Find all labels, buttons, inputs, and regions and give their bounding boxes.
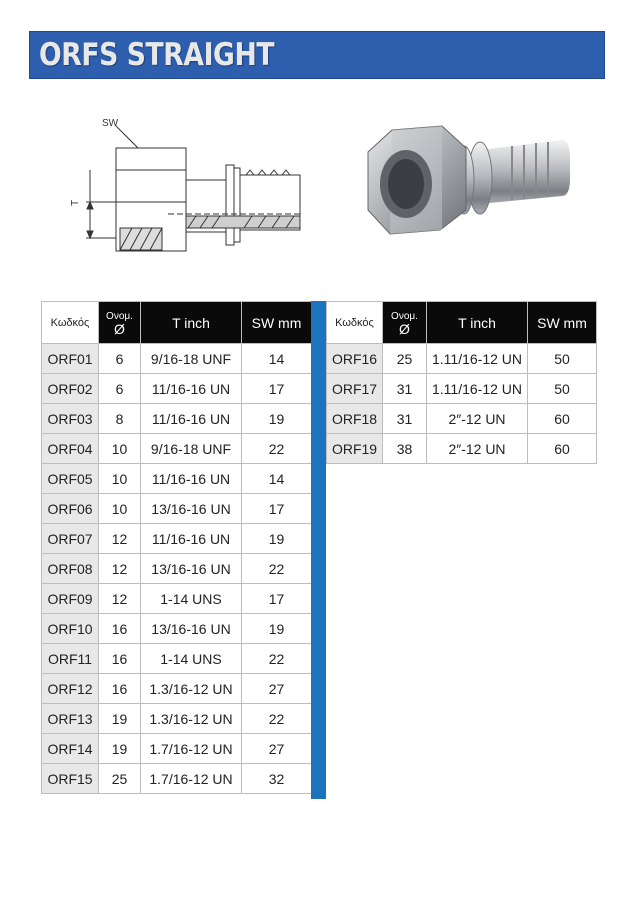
table-row (42, 404, 327, 434)
table-row (42, 344, 327, 374)
cell-sw-mm: 60 (528, 404, 597, 434)
cell-code: ORF01 (42, 344, 99, 374)
col-header-code: Κωδκός (327, 302, 383, 344)
cell-sw-mm: 19 (242, 524, 312, 554)
table-row (42, 494, 327, 524)
cell-nominal: 10 (99, 494, 141, 524)
table-row (327, 374, 597, 404)
table-row (42, 734, 327, 764)
cell-sw-mm: 22 (242, 434, 312, 464)
cell-nominal: 6 (99, 344, 141, 374)
table-row (42, 524, 327, 554)
title-banner (29, 31, 605, 79)
cell-code: ORF11 (42, 644, 99, 674)
cell-sw-mm: 17 (242, 494, 312, 524)
sw-label: SW (102, 118, 119, 129)
cell-sw-mm: 50 (528, 374, 597, 404)
cell-nominal: 8 (99, 404, 141, 434)
cell-code: ORF14 (42, 734, 99, 764)
cell-t-inch: 1.3/16-12 UN (141, 674, 242, 704)
cell-nominal: 16 (99, 674, 141, 704)
cell-sw-mm: 17 (242, 584, 312, 614)
cell-sw-mm: 32 (242, 764, 312, 794)
cell-sw-mm: 27 (242, 734, 312, 764)
col-header-t-inch: T inch (141, 302, 242, 344)
cell-sw-mm: 50 (528, 344, 597, 374)
cell-t-inch: 13/16-16 UN (141, 614, 242, 644)
col-header-nominal (383, 302, 427, 344)
cell-t-inch: 11/16-16 UN (141, 404, 242, 434)
cell-sw-mm: 27 (242, 674, 312, 704)
cell-sw-mm: 19 (242, 614, 312, 644)
cell-t-inch: 13/16-16 UN (141, 494, 242, 524)
cell-code: ORF19 (327, 434, 383, 464)
table-row (42, 704, 327, 734)
diameter-symbol: Ø (399, 320, 410, 337)
cell-code: ORF10 (42, 614, 99, 644)
cell-code: ORF08 (42, 554, 99, 584)
table-row (42, 644, 327, 674)
cell-nominal: 12 (99, 584, 141, 614)
cell-code: ORF17 (327, 374, 383, 404)
cell-t-inch: 9/16-18 UNF (141, 434, 242, 464)
cell-nominal: 19 (99, 704, 141, 734)
col-header-t-inch: T inch (427, 302, 528, 344)
col-header-code: Κωδκός (42, 302, 99, 344)
table-row (42, 554, 327, 584)
cell-nominal: 31 (383, 404, 427, 434)
cell-code: ORF04 (42, 434, 99, 464)
cell-nominal: 12 (99, 524, 141, 554)
cell-t-inch: 2″-12 UN (427, 434, 528, 464)
col-header-nominal (99, 302, 141, 344)
cell-sw-mm: 22 (242, 554, 312, 584)
table-header-row (327, 302, 597, 344)
cell-nominal: 16 (99, 614, 141, 644)
cell-nominal: 10 (99, 434, 141, 464)
cell-t-inch: 1.7/16-12 UN (141, 764, 242, 794)
cell-nominal: 6 (99, 374, 141, 404)
cell-t-inch: 2″-12 UN (427, 404, 528, 434)
cell-nominal: 25 (383, 344, 427, 374)
table-row (42, 434, 327, 464)
table-row (327, 404, 597, 434)
cell-nominal: 31 (383, 374, 427, 404)
cell-sw-mm: 60 (528, 434, 597, 464)
cell-code: ORF15 (42, 764, 99, 794)
table-row (42, 464, 327, 494)
cell-nominal: 12 (99, 554, 141, 584)
cell-code: ORF18 (327, 404, 383, 434)
cell-code: ORF09 (42, 584, 99, 614)
cell-nominal: 16 (99, 644, 141, 674)
cell-code: ORF02 (42, 374, 99, 404)
cell-t-inch: 13/16-16 UN (141, 554, 242, 584)
table-row (42, 374, 327, 404)
cell-t-inch: 11/16-16 UN (141, 374, 242, 404)
cell-t-inch: 1-14 UNS (141, 584, 242, 614)
cell-t-inch: 1.3/16-12 UN (141, 704, 242, 734)
table-row (327, 434, 597, 464)
diameter-symbol: Ø (114, 320, 125, 337)
nominal-label: Ονομ. (391, 310, 418, 322)
cell-nominal: 25 (99, 764, 141, 794)
col-header-sw-mm: SW mm (242, 302, 312, 344)
cell-sw-mm: 19 (242, 404, 312, 434)
cell-t-inch: 1.11/16-12 UN (427, 344, 528, 374)
page-title: ORFS STRAIGHT (39, 37, 275, 73)
cell-sw-mm: 14 (242, 344, 312, 374)
cell-t-inch: 1.11/16-12 UN (427, 374, 528, 404)
cell-t-inch: 1.7/16-12 UN (141, 734, 242, 764)
cell-t-inch: 11/16-16 UN (141, 524, 242, 554)
cell-sw-mm: 14 (242, 464, 312, 494)
table-row (327, 344, 597, 374)
cell-t-inch: 9/16-18 UNF (141, 344, 242, 374)
cell-sw-mm: 17 (242, 374, 312, 404)
table-row (42, 764, 327, 794)
cell-code: ORF07 (42, 524, 99, 554)
fitting-photo (362, 118, 572, 253)
cell-code: ORF05 (42, 464, 99, 494)
spec-table-left (41, 301, 327, 794)
table-row (42, 584, 327, 614)
sw-leader-line (116, 126, 138, 148)
cell-nominal: 19 (99, 734, 141, 764)
cell-nominal: 38 (383, 434, 427, 464)
col-header-sw-mm: SW mm (528, 302, 597, 344)
table-row (42, 614, 327, 644)
t-label: T (70, 199, 81, 206)
cell-sw-mm: 22 (242, 644, 312, 674)
technical-drawing (68, 110, 318, 265)
cell-code: ORF03 (42, 404, 99, 434)
cell-sw-mm: 22 (242, 704, 312, 734)
spec-table-right (326, 301, 597, 464)
cell-code: ORF13 (42, 704, 99, 734)
cell-code: ORF16 (327, 344, 383, 374)
cell-code: ORF12 (42, 674, 99, 704)
cell-nominal: 10 (99, 464, 141, 494)
cell-code: ORF06 (42, 494, 99, 524)
cell-t-inch: 1-14 UNS (141, 644, 242, 674)
accent-divider-bar (311, 301, 326, 799)
table-row (42, 674, 327, 704)
nominal-label: Ονομ. (106, 310, 133, 322)
table-header-row (42, 302, 327, 344)
cell-t-inch: 11/16-16 UN (141, 464, 242, 494)
